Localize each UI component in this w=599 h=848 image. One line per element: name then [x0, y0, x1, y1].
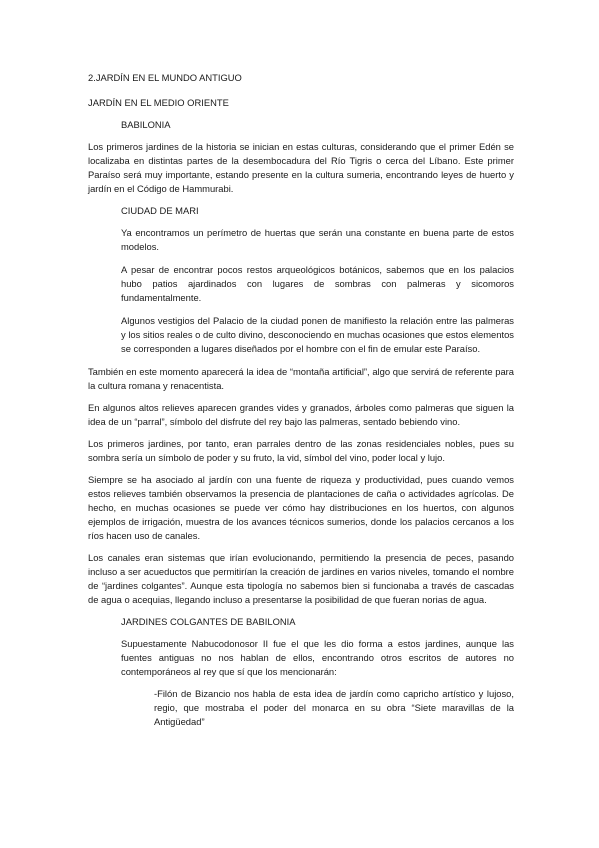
- paragraph-montana-artificial: También en este momento aparecerá la idea de “montaña artificial”, algo que servirá de referente para la cultura romana y renacentista.: [88, 366, 514, 391]
- paragraph-canales: Los canales eran sistemas que irían evolucionando, permitiendo la presencia de peces, pasando incluso a ser acueductos que permitirían la creación de jardines en varios niveles, tomando el nombre de “jardines colgantes”. Aunque esta tipología no sabemos bien si funcionaba a través de cascadas de agua o acequias, llegando incluso a presentarse la posibilidad de que fueran norias de agua.: [88, 552, 514, 605]
- section-heading-babilonia: BABILONIA: [121, 119, 171, 130]
- paragraph-altos-relieves: En algunos altos relieves aparecen grandes vides y granados, árboles como palmeras que siguen la idea de un “parral”, símbolo del disfrute del rey bajo las palmeras, sentado bebiendo vino.: [88, 402, 514, 427]
- paragraph-mari-restos: A pesar de encontrar pocos restos arqueológicos botánicos, sabemos que en los palacios hubo patios ajardinados con lugares de sombras con palmeras y sicomoros fundamentalmente.: [121, 264, 514, 303]
- document-title: 2.JARDÍN EN EL MUNDO ANTIGUO: [88, 72, 242, 83]
- paragraph-nabucodonosor: Supuestamente Nabucodonosor II fue el que les dio forma a estos jardines, aunque las fuentes antiguas no nos hablan de ellos, encontrando otros escritos de autores no contemporáneos al rey que sí que los mencionarán:: [121, 638, 514, 677]
- section-heading-jardines-colgantes: JARDINES COLGANTES DE BABILONIA: [121, 616, 296, 627]
- paragraph-babilonia: Los primeros jardines de la historia se inician en estas culturas, considerando que el primer Edén se localizaba en distintas partes de la desembocadura del Río Tigris o cerca del Líbano. Este primer Paraíso será muy importante, estando presente en la cultura sumeria, encontrando leyes de huerto y jardín en el Código de Hammurabi.: [88, 141, 514, 194]
- section-heading-medio-oriente: JARDÍN EN EL MEDIO ORIENTE: [88, 97, 229, 108]
- paragraph-mari-vestigios: Algunos vestigios del Palacio de la ciudad ponen de manifiesto la relación entre las palmeras y los sitios reales o de culto divino, desconociendo en muchas ocasiones que estos elementos se corresponden a lugares diseñados por el hombre con el fin de emular este Paraíso.: [121, 315, 514, 354]
- paragraph-parrales: Los primeros jardines, por tanto, eran parrales dentro de las zonas residenciales nobles, pues su sombra sería un símbolo de poder y su fruto, la vid, símbol del vino, poder local y lujo.: [88, 438, 514, 463]
- paragraph-mari-perimetro: Ya encontramos un perímetro de huertas que serán una constante en buena parte de estos modelos.: [121, 227, 514, 252]
- document-body: [88, 71, 514, 737]
- paragraph-filon-de-bizancio: -Filón de Bizancio nos habla de esta idea de jardín como capricho artístico y lujoso, regio, que mostraba el poder del monarca en su obra “Siete maravillas de la Antigüedad”: [154, 688, 514, 727]
- paragraph-riqueza: Siempre se ha asociado al jardín con una fuente de riqueza y productividad, pues cuando vemos estos relieves también observamos la presencia de plantaciones de caña o actividades agrícolas. De hecho, en muchas ocasiones se puede ver cómo hay distribuciones en los huertos, con algunos ejemplos de irrigación, muestra de los avances técnicos sumerios, donde los palacios cercanos a los ríos hacen uso de canales.: [88, 474, 514, 541]
- section-heading-ciudad-de-mari: CIUDAD DE MARI: [121, 205, 199, 216]
